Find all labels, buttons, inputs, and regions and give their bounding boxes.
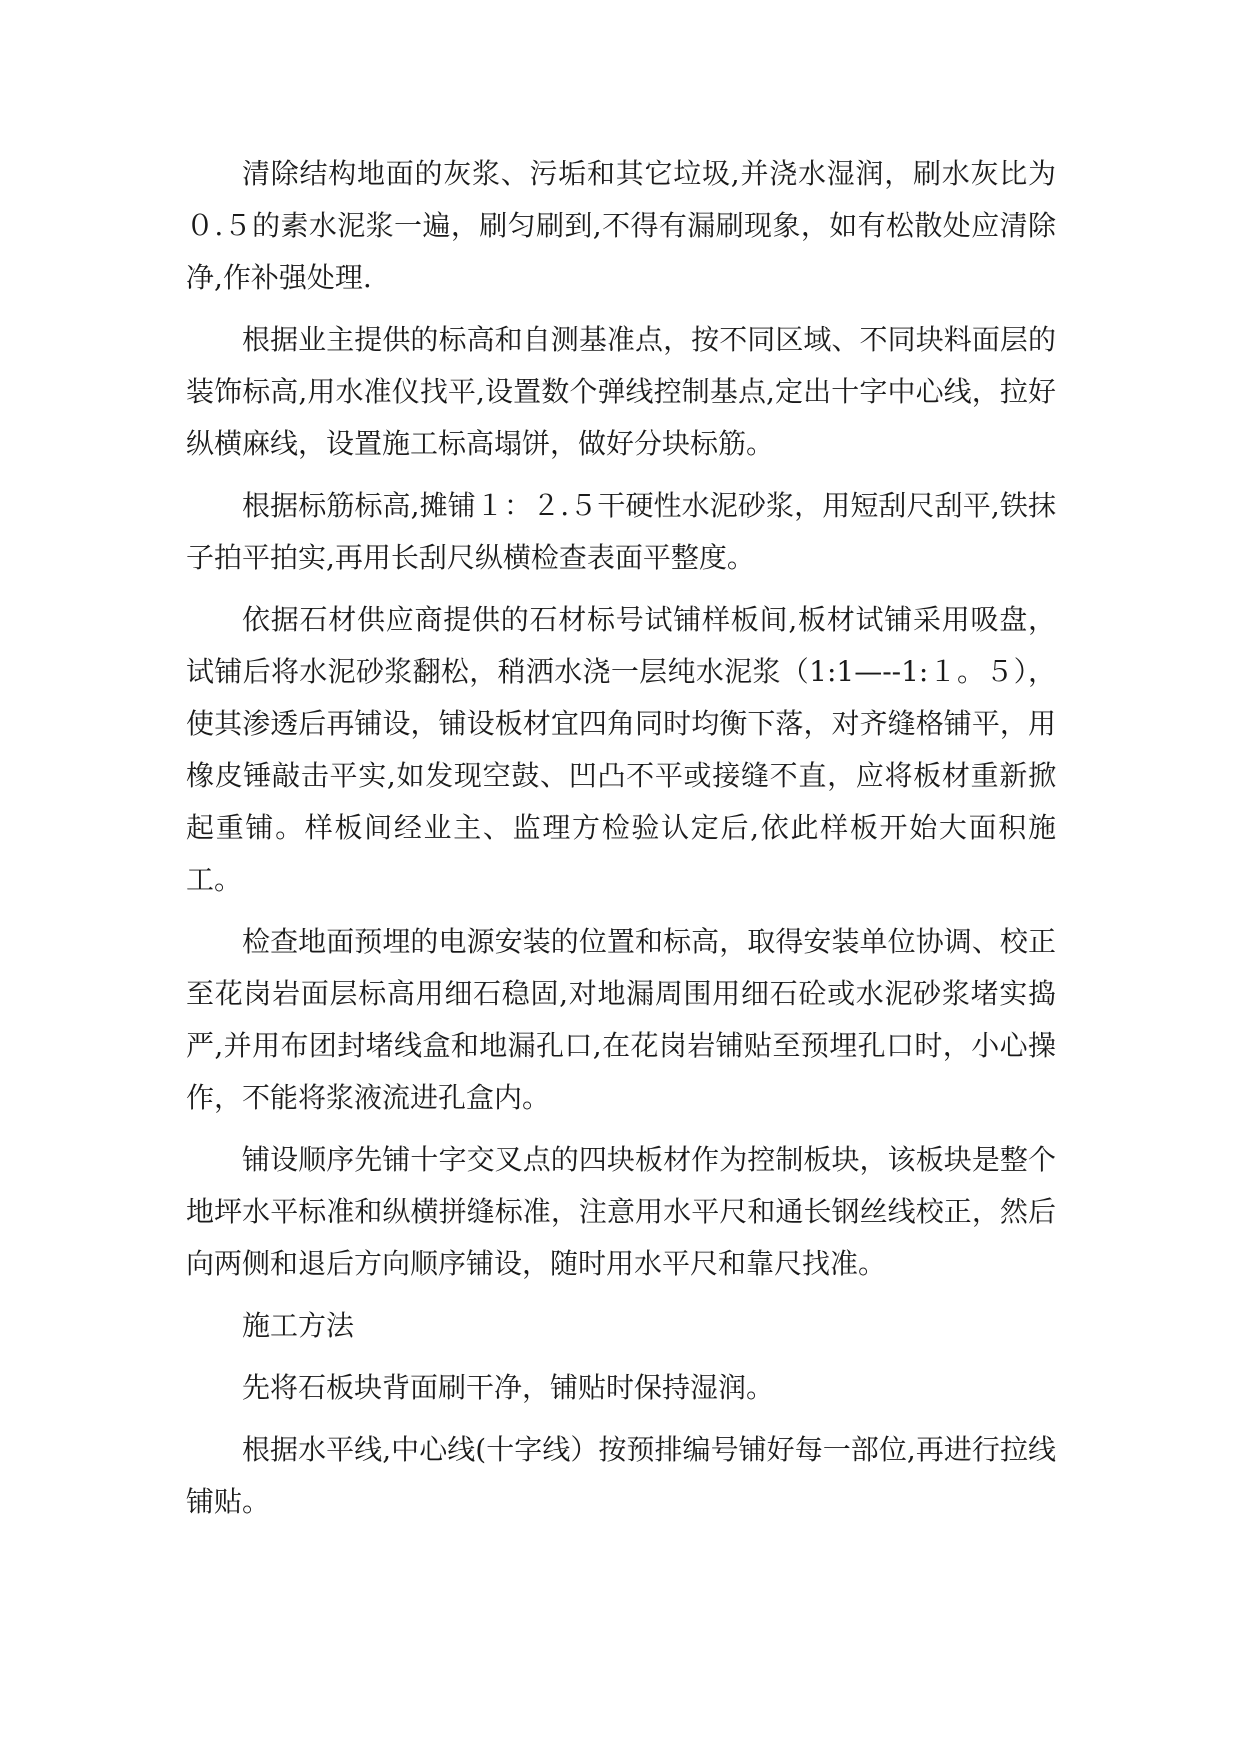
- document-body: [186, 148, 1056, 1538]
- paragraph: 根据业主提供的标高和自测基准点，按不同区域、不同块料面层的装饰标高,用水准仪找平,设置数个弹线控制基点,定出十字中心线，拉好纵横麻线，设置施工标高塌饼，做好分块标筋。: [186, 323, 1056, 460]
- paragraph: 检查地面预埋的电源安装的位置和标高，取得安装单位协调、校正至花岗岩面层标高用细石稳固,对地漏周围用细石砼或水泥砂浆堵实捣严,并用布团封堵线盒和地漏孔口,在花岗岩铺贴至预埋孔口时，小心操作，不能将浆液流进孔盒内。: [186, 925, 1056, 1114]
- paragraph: 清除结构地面的灰浆、污垢和其它垃圾,并浇水湿润，刷水灰比为０.５的素水泥浆一遍，刷匀刷到,不得有漏刷现象，如有松散处应清除净,作补强处理.: [186, 157, 1056, 294]
- paragraph: 先将石板块背面刷干净，铺贴时保持湿润。: [242, 1371, 775, 1404]
- paragraph: 依据石材供应商提供的石材标号试铺样板间,板材试铺采用吸盘，试铺后将水泥砂浆翻松，稍洒水浇一层纯水泥浆（1:1—--1:１。５），使其渗透后再铺设，铺设板材宜四角同时均衡下落，对齐缝格铺平，用橡皮锤敲击平实,如发现空鼓、凹凸不平或接缝不直，应将板材重新掀起重铺。样板间经业主、监理方检验认定后,依此样板开始大面积施工。: [186, 603, 1056, 896]
- paragraph: 根据水平线,中心线(十字线）按预排编号铺好每一部位,再进行拉线铺贴。: [186, 1433, 1056, 1518]
- paragraph: 铺设顺序先铺十字交叉点的四块板材作为控制板块，该板块是整个地坪水平标准和纵横拼缝标准，注意用水平尺和通长钢丝线校正，然后向两侧和退后方向顺序铺设，随时用水平尺和靠尺找准。: [186, 1143, 1056, 1280]
- section-heading: 施工方法: [242, 1309, 355, 1342]
- paragraph: 根据标筋标高,摊铺１：２.５干硬性水泥砂浆，用短刮尺刮平,铁抹子拍平拍实,再用长刮尺纵横检查表面平整度。: [186, 489, 1056, 574]
